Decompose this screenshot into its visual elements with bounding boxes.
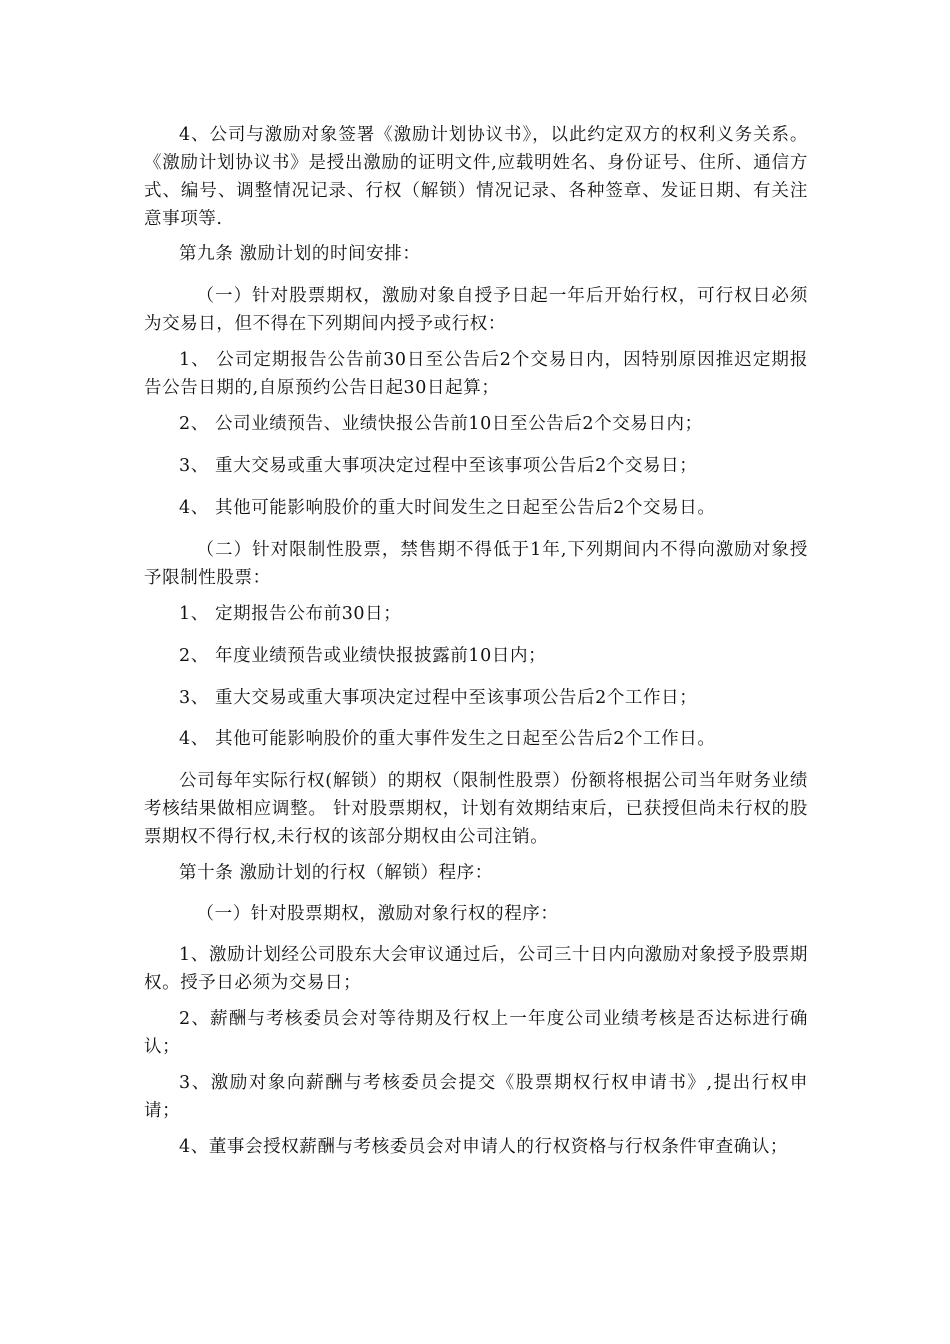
list-item-option-3: 3、 重大交易或重大事项决定过程中至该事项公告后2个交易日；	[179, 456, 698, 476]
paragraph-agreement: 4、公司与激励对象签署《激励计划协议书》，以此约定双方的权利义务关系。《激励计划协议书》是授出激励的证明文件,应载明姓名、身份证号、住所、通信方式、编号、调整情况记录、行权（解锁）情况记录、各种签章、发证日期、有关注意事项等.	[144, 125, 808, 229]
list-item-restricted-2: 2、 年度业绩预告或业绩快报披露前10日内；	[179, 646, 547, 666]
list-item-procedure-1: 1、激励计划经公司股东大会审议通过后，公司三十日内向激励对象授予股票期权。授予日必须为交易日；	[144, 945, 808, 993]
list-item-procedure-3: 3、激励对象向薪酬与考核委员会提交《股票期权行权申请书》,提出行权申请；	[144, 1073, 808, 1121]
heading-article-9: 第九条 激励计划的时间安排：	[179, 244, 421, 264]
list-item-option-4: 4、 其他可能影响股价的重大时间发生之日起至公告后2个交易日。	[179, 498, 716, 518]
list-item-option-1: 1、 公司定期报告公告前30日至公告后2个交易日内，因特别原因推迟定期报告公告日期的,自原预约公告日起30日起算；	[144, 350, 808, 398]
paragraph-restricted-stock: （二）针对限制性股票，禁售期不得低于1年,下列期间内不得向激励对象授予限制性股票：	[144, 540, 808, 588]
list-item-option-2: 2、 公司业绩预告、业绩快报公告前10日至公告后2个交易日内；	[179, 414, 703, 434]
paragraph-annual-adjustment: 公司每年实际行权(解锁）的期权（限制性股票）份额将根据公司当年财务业绩考核结果做相应调整。 针对股票期权，计划有效期结束后，已获授但尚未行权的股票期权不得行权,未行权的该部分期权由公司注销。	[144, 771, 808, 847]
list-item-restricted-3: 3、 重大交易或重大事项决定过程中至该事项公告后2个工作日；	[179, 688, 698, 708]
list-item-restricted-4: 4、 其他可能影响股价的重大事件发生之日起至公告后2个工作日。	[179, 729, 716, 749]
paragraph-exercise-procedure: （一）针对股票期权，激励对象行权的程序：	[196, 904, 559, 924]
heading-article-10: 第十条 激励计划的行权（解锁）程序：	[179, 863, 493, 883]
list-item-procedure-4: 4、董事会授权薪酬与考核委员会对申请人的行权资格与行权条件审查确认；	[179, 1137, 789, 1157]
list-item-procedure-2: 2、薪酬与考核委员会对等待期及行权上一年度公司业绩考核是否达标进行确认；	[144, 1009, 808, 1057]
list-item-restricted-1: 1、 定期报告公布前30日；	[179, 604, 402, 624]
paragraph-option-restrictions: （一）针对股票期权，激励对象自授予日起一年后开始行权，可行权日必须为交易日，但不得在下列期间内授予或行权：	[144, 286, 808, 334]
